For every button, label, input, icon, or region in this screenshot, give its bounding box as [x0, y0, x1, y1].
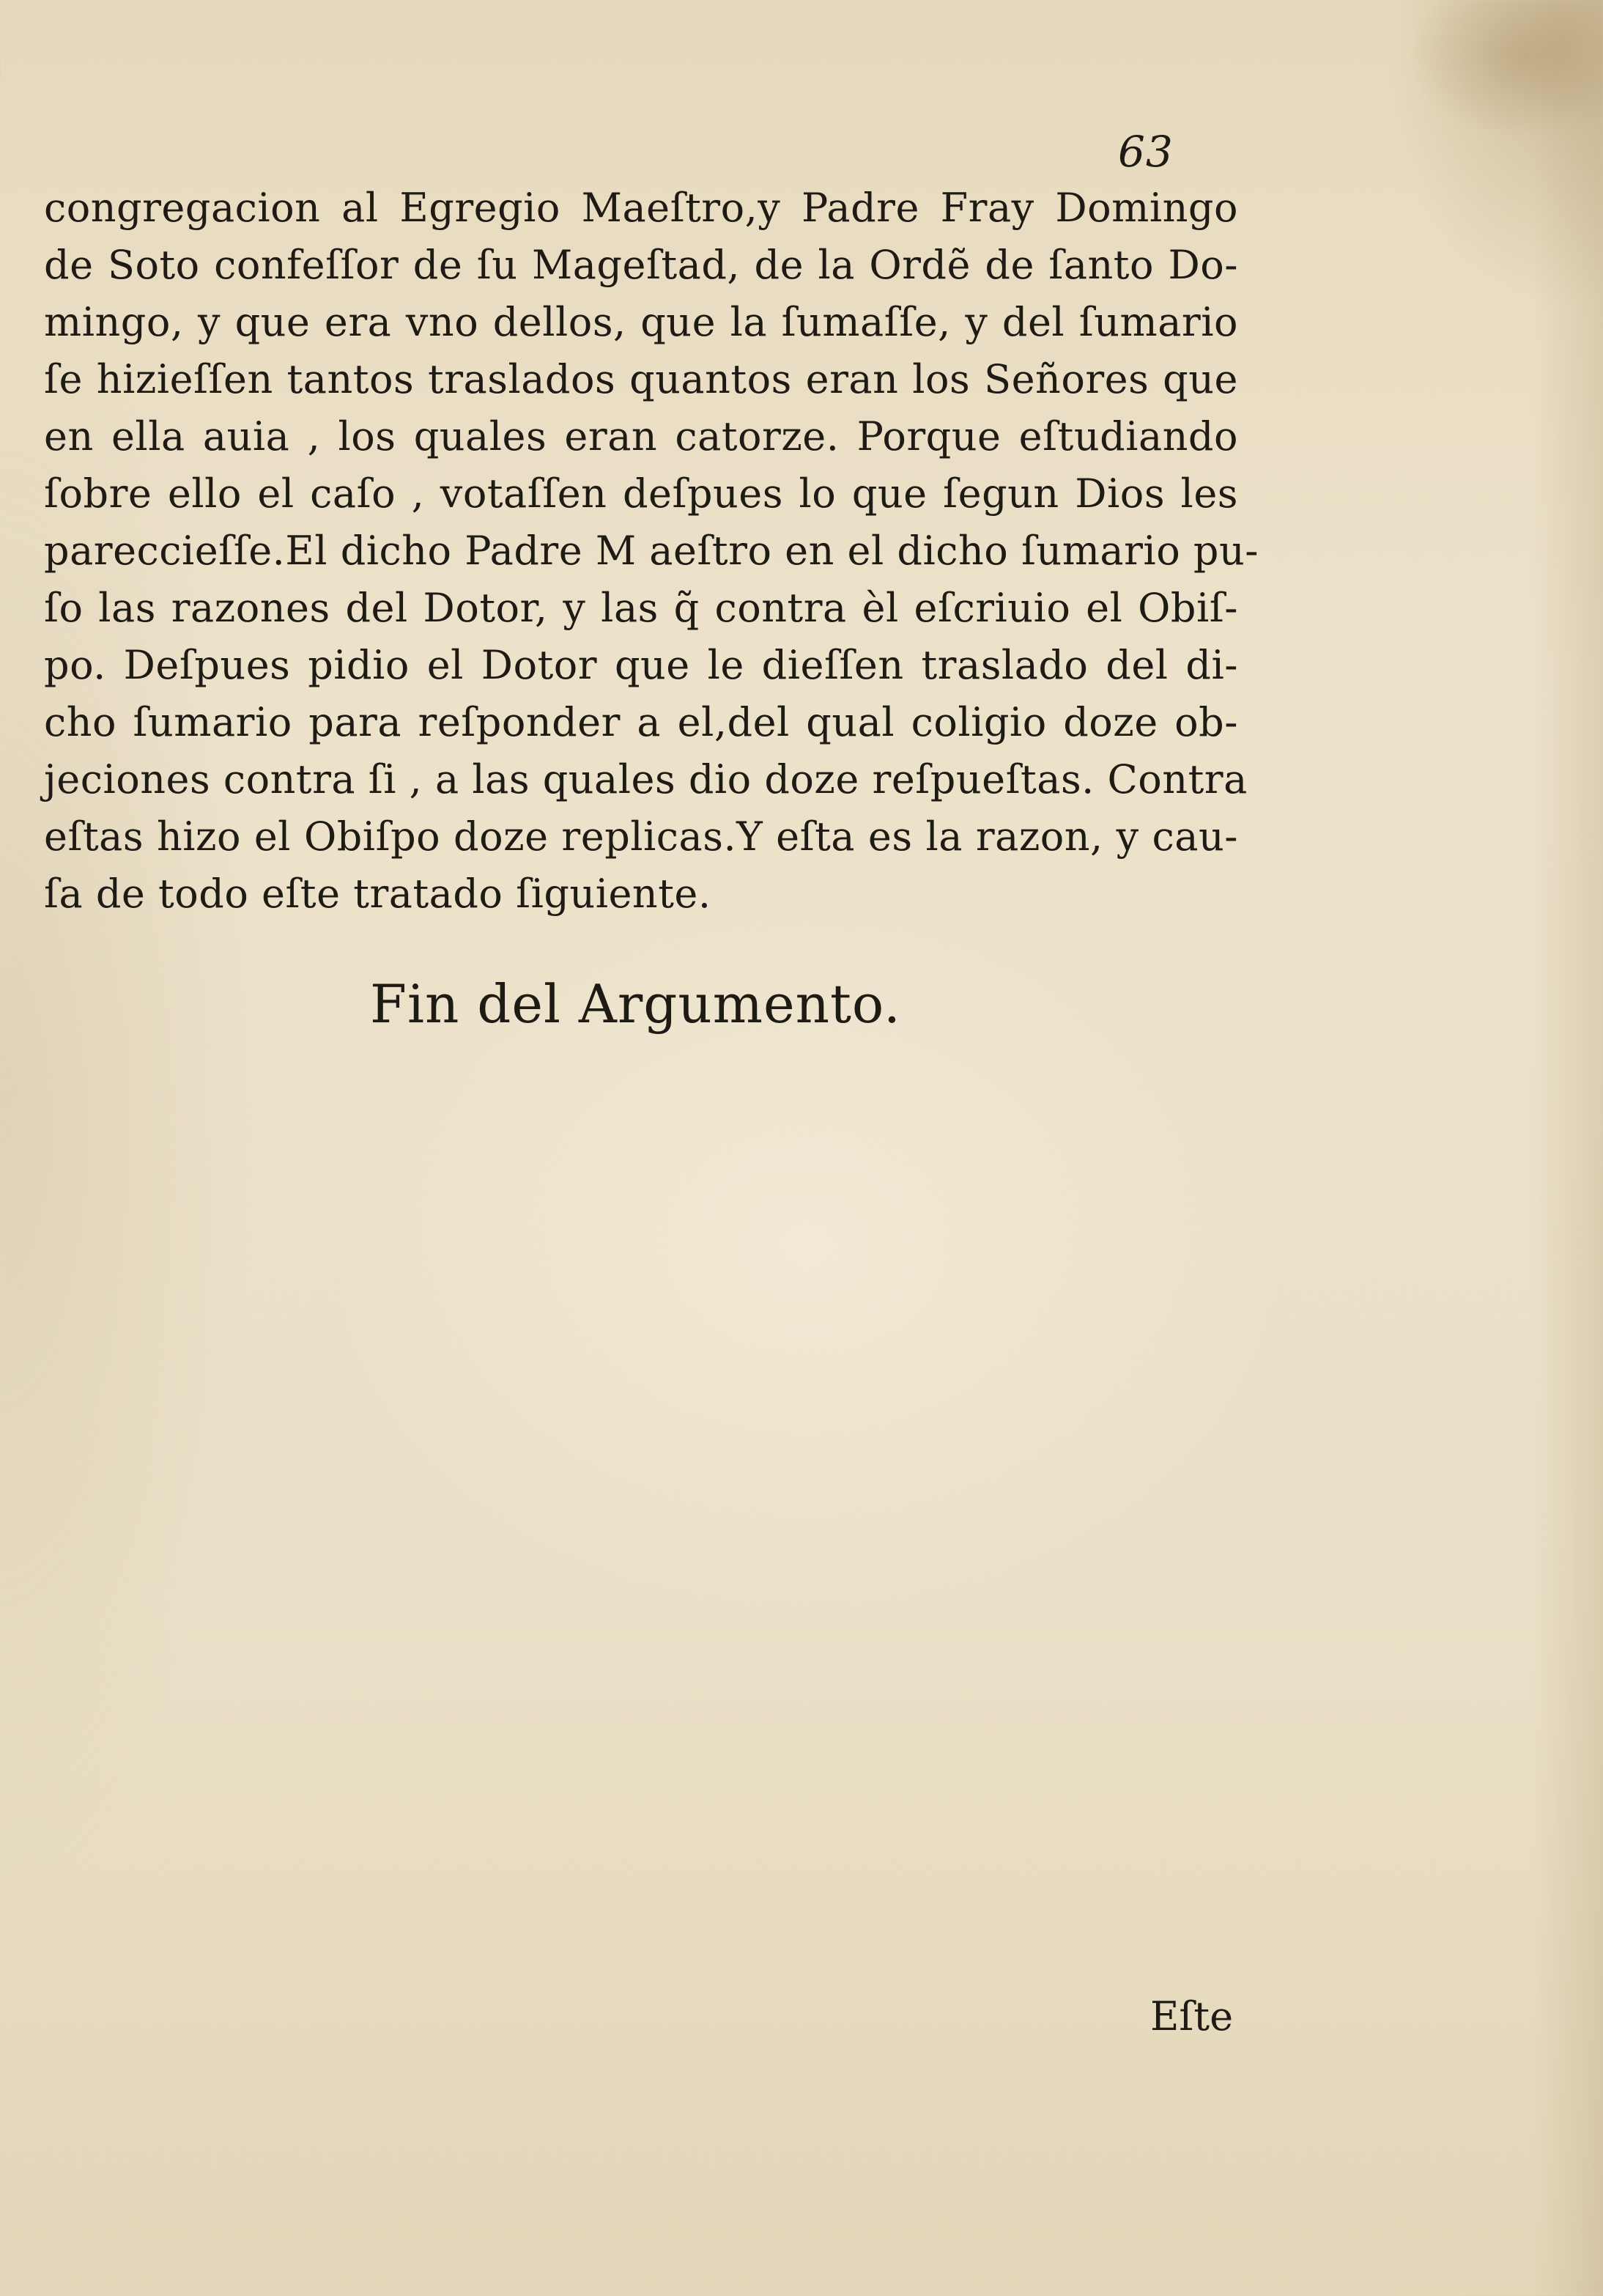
text-line: po. Deſpues pidio el Dotor que le dieſſen traslado del di- — [44, 642, 1238, 688]
paper-stain — [1407, 0, 1603, 139]
page-edge-shadow — [1531, 0, 1603, 2296]
catchword: Eſte — [1150, 1993, 1234, 2040]
text-line: pareccieſſe.El dicho Padre M aeſtro en el dicho ſumario pu- — [44, 528, 1259, 574]
text-line: ſobre ello el caſo , votaſſen deſpues lo que ſegun Dios les — [44, 470, 1238, 517]
text-line: cho ſumario para reſponder a el,del qual coligio doze ob- — [44, 699, 1238, 745]
body-paragraph — [44, 180, 1259, 923]
text-line: jeciones contra ſi , a las quales dio doze reſpueſtas. Contra — [44, 756, 1248, 802]
text-line: de Soto confeſſor de ſu Mageſtad, de la Ordẽ de ſanto Do- — [44, 242, 1238, 288]
text-line: en ella auia , los quales eran catorze. Porque eſtudiando — [44, 413, 1238, 459]
text-line: ſo las razones del Dotor, y las q̃ contra èl eſcriuio el Obiſ- — [44, 585, 1238, 631]
text-line: ſe hizieſſen tantos traslados quantos eran los Señores que — [44, 356, 1238, 402]
end-title: Fin del Argumento. — [370, 973, 901, 1035]
text-line: ſa de todo eſte tratado ſiguiente. — [44, 871, 711, 917]
page-number: 63 — [1118, 127, 1174, 177]
text-line: eſtas hizo el Obiſpo doze replicas.Y eſta es la razon, y cau- — [44, 813, 1238, 860]
text-line: mingo, y que era vno dellos, que la ſumaſſe, y del ſumario — [44, 299, 1238, 345]
text-line: congregacion al Egregio Maeſtro,y Padre Fray Domingo — [44, 185, 1238, 231]
